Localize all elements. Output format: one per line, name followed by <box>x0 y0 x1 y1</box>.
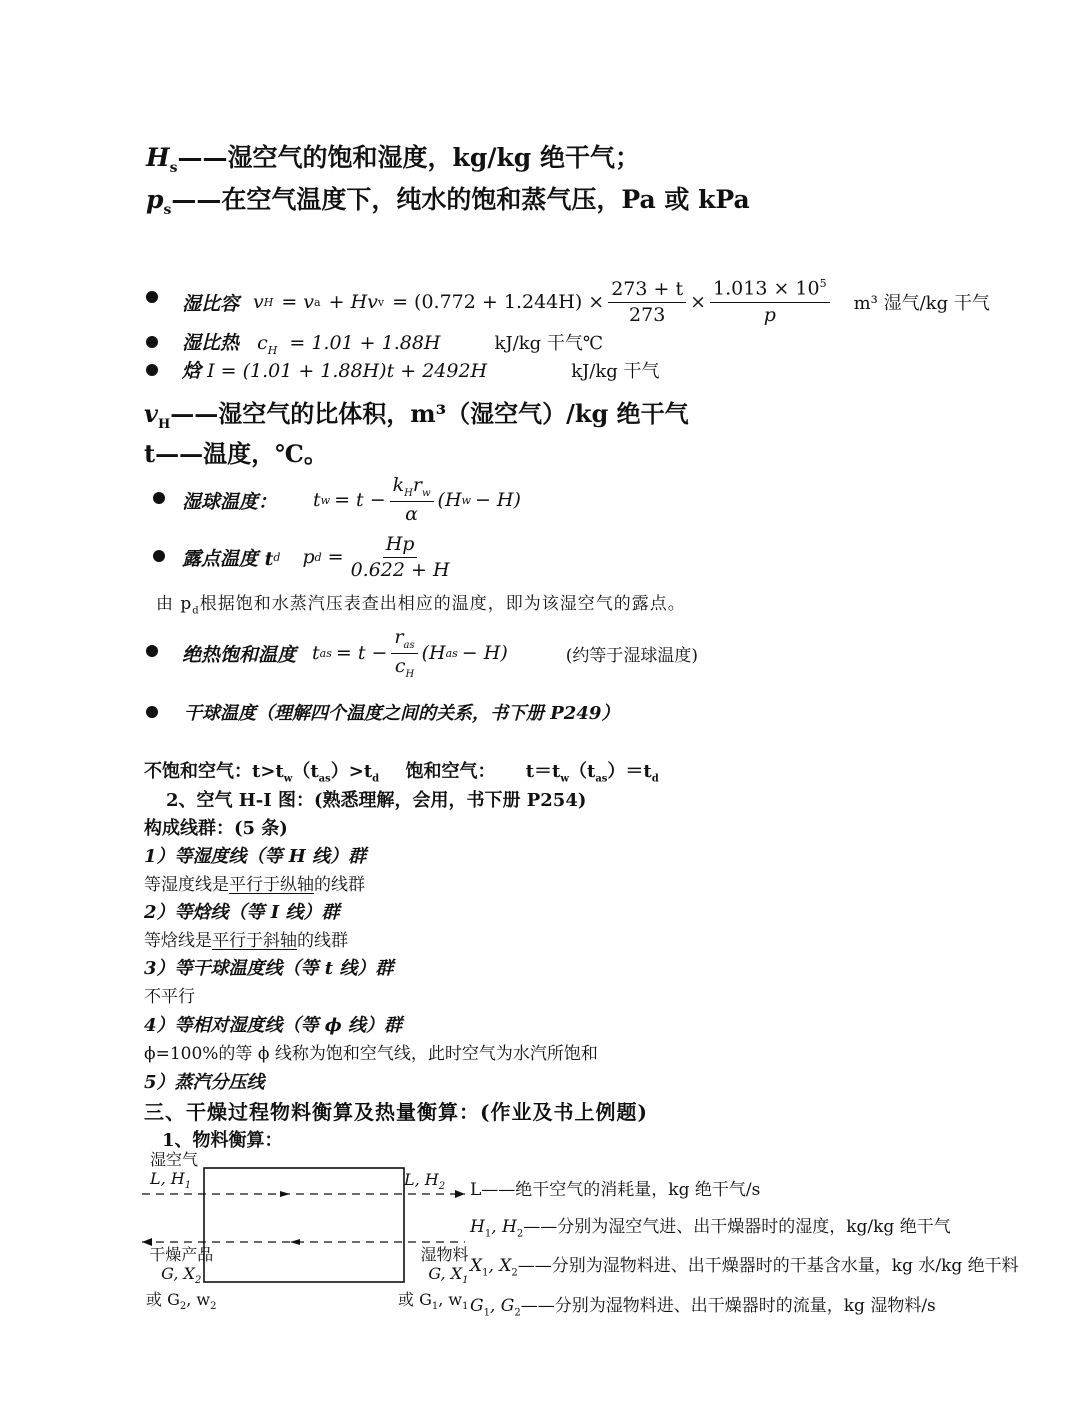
diag-inlet-air: L, H <box>150 1169 185 1188</box>
dp-lhs-sub: d <box>314 550 322 564</box>
dew-label-sub: d <box>273 550 281 564</box>
wb-num-r-sub: w <box>421 487 431 499</box>
t-definition: t——温度，℃。 <box>144 439 328 468</box>
dp-eq: = <box>327 546 344 568</box>
ad-frac-num <box>391 627 417 654</box>
wb-fraction <box>390 475 434 525</box>
hh-unit: kJ/kg 干气℃ <box>494 333 604 354</box>
dew-note-a: 由 p <box>156 594 193 614</box>
rel-sat-as: as <box>595 773 608 785</box>
ps-subscript: s <box>163 202 172 218</box>
diag-material-gw-mid: , w <box>438 1290 463 1310</box>
diagram-top-right <box>404 1170 445 1192</box>
hv-lhs-sub: H <box>263 295 274 309</box>
rel-unsat-as: as <box>318 773 331 785</box>
rel-unsat-end: ）>t <box>330 761 373 782</box>
legend-x-mid: , X <box>488 1256 512 1276</box>
hs-definition <box>146 138 640 176</box>
enthalpy-label: 焓 <box>182 360 202 382</box>
diag-material-gw-sub2: 1 <box>462 1301 469 1313</box>
ps-definition <box>146 180 750 218</box>
group-2-body <box>144 926 348 951</box>
vh-sym: v <box>144 399 158 428</box>
hv-eq1: = v <box>281 291 315 313</box>
hh-rhs: = 1.01 + 1.88H <box>289 332 441 354</box>
hv-frac2-num <box>710 278 830 302</box>
hh-sub: H <box>267 343 278 357</box>
dew-point-label: 露点温度 t <box>182 547 274 570</box>
line-groups-heading: 构成线群：(5 条) <box>144 818 288 839</box>
legend-g-sub2: 2 <box>514 1307 521 1319</box>
group-1-body <box>144 870 365 895</box>
group-1-title: 1）等湿度线（等 H 线）群 <box>144 846 367 867</box>
hv-eq1-sub: a <box>314 295 321 309</box>
legend-x-text: ——分别为湿物料进、出干燥器时的干基含水量，kg 水/kg 绝干料 <box>517 1256 1019 1276</box>
hh-sym: c <box>257 332 268 354</box>
hv-frac1-num: 273 + t <box>608 279 686 303</box>
ad-tail: (H <box>421 642 446 664</box>
group-2-title: 2）等焓线（等 I 线）群 <box>144 902 340 923</box>
legend-x-sym: X <box>470 1256 483 1276</box>
group-3-body: 不平行 <box>144 987 195 1007</box>
hi-chart-heading: 2、空气 H-I 图：(熟悉理解，会用，书下册 P254) <box>166 790 587 811</box>
dew-point-formula <box>182 528 457 586</box>
rel-sat: 饱和空气： <box>405 761 496 782</box>
bullet-adiabatic <box>146 645 158 657</box>
diag-product-gw-mid: , w <box>186 1290 211 1310</box>
group-5-title: 5）蒸汽分压线 <box>144 1072 265 1093</box>
rel-sat-formula: t＝t <box>525 761 561 782</box>
temperature-relations <box>144 757 659 785</box>
vh-definition <box>144 394 689 432</box>
diagram-bottom-right <box>398 1245 469 1316</box>
dp-frac-den: 0.622 + H <box>350 558 450 581</box>
rel-sat-end: ）＝t <box>607 761 652 782</box>
ad-eq: = t − <box>335 642 388 664</box>
hs-symbol: H <box>146 143 170 172</box>
diag-material-gx: G, X <box>428 1264 463 1283</box>
diag-product-gx-sub: 2 <box>194 1275 202 1287</box>
ad-note: (约等于湿球温度) <box>565 645 699 666</box>
legend-g-text: ——分别为湿物料进、出干燥器时的流量，kg 湿物料/s <box>520 1296 936 1316</box>
hv-eq2: + Hv <box>328 291 378 313</box>
wet-bulb-formula <box>182 472 521 528</box>
legend-g-mid: , G <box>489 1296 515 1316</box>
rel-sat-mid: （t <box>568 761 596 782</box>
hv-unit: m³ 湿气/kg 干气 <box>853 293 990 314</box>
group-4-title: 4）等相对湿度线（等 ϕ 线）群 <box>144 1015 403 1036</box>
hv-frac2-den: p <box>763 303 776 326</box>
diag-product-gw-sub1: 2 <box>179 1301 187 1313</box>
enthalpy-eq: I = (1.01 + 1.88H)t + 2492H <box>207 360 488 382</box>
hs-subscript: s <box>169 160 178 176</box>
dryer-box <box>204 1168 404 1282</box>
bullet-enthalpy <box>146 364 158 376</box>
ad-frac-den <box>392 654 417 680</box>
air-flow-arrow-mid <box>280 1191 290 1197</box>
section-3-heading: 三、干燥过程物料衡算及热量衡算：(作业及书上例题) <box>144 1100 648 1124</box>
wb-frac-den: α <box>405 502 419 525</box>
hv-times: × <box>690 291 707 313</box>
diag-material-gw-sub1: 1 <box>431 1301 439 1313</box>
legend-h-sub1: 1 <box>484 1228 492 1240</box>
legend-g-sub1: 1 <box>483 1307 490 1319</box>
g1-pre: 等湿度线是 <box>144 875 229 895</box>
ad-tail2: − H) <box>461 642 508 664</box>
ad-den-sub: H <box>405 668 415 680</box>
bullet-humid-heat <box>146 336 158 348</box>
material-flow-arrow-mid <box>290 1239 300 1245</box>
hv-fraction-1 <box>608 279 686 326</box>
wb-tail: (H <box>437 489 462 511</box>
legend-g-sym: G <box>470 1296 484 1316</box>
ad-lhs-sub: as <box>319 646 332 660</box>
dp-frac-num: Hp <box>383 534 418 558</box>
dry-bulb-label: 干球温度（理解四个温度之间的关系，书下册 P249） <box>184 703 620 724</box>
hv-fraction-2 <box>710 278 830 325</box>
diag-product-gw-sub2: 2 <box>210 1301 217 1313</box>
hs-text: ——湿空气的饱和湿度，kg/kg 绝干气； <box>177 143 640 172</box>
diag-outlet-air: L, H <box>404 1170 439 1189</box>
group-3-title: 3）等干球温度线（等 t 线）群 <box>144 958 394 979</box>
wb-lhs: t <box>313 489 321 511</box>
legend-h <box>470 1212 951 1239</box>
legend-h-text: ——分别为湿空气进、出干燥器时的湿度，kg/kg 绝干气 <box>523 1217 951 1237</box>
humid-heat-label: 湿比热 <box>182 332 240 354</box>
g1-underline: 平行于纵轴 <box>229 875 314 895</box>
wb-tail2: − H) <box>474 489 521 511</box>
ad-num-r: r <box>394 625 404 648</box>
ps-symbol: p <box>146 185 164 214</box>
wet-bulb-label: 湿球温度： <box>182 490 278 513</box>
g2-post: 的线群 <box>297 931 348 951</box>
vh-text: ——湿空气的比体积，m³（湿空气）/kg 绝干气 <box>170 399 689 428</box>
bullet-wet-bulb <box>153 492 165 504</box>
diag-wet-material: 湿物料 <box>420 1245 469 1264</box>
legend-l: L——绝干空气的消耗量，kg 绝干气/s <box>470 1180 761 1200</box>
legend-h-sym: H <box>470 1217 485 1237</box>
hv-frac2-sup: 5 <box>819 277 827 291</box>
dp-fraction <box>348 534 453 581</box>
ad-den-c: c <box>394 654 406 677</box>
vh-sub: H <box>157 416 171 432</box>
diag-outlet-air-sub: 2 <box>438 1181 446 1193</box>
adiabatic-label: 绝热饱和温度 <box>182 643 297 666</box>
dp-lhs: p <box>302 546 315 568</box>
wb-num-k-sub: H <box>404 487 413 499</box>
bullet-dry-bulb <box>146 706 158 718</box>
g2-pre: 等焓线是 <box>144 931 212 951</box>
legend-h-sub2: 2 <box>516 1228 524 1240</box>
diag-humid-air: 湿空气 <box>150 1150 199 1169</box>
humid-volume-formula <box>182 276 990 328</box>
legend-x-sub2: 2 <box>511 1267 518 1279</box>
legend-g <box>470 1291 936 1318</box>
ad-num-sub: as <box>403 639 415 651</box>
rel-unsat-mid: （t <box>292 761 319 782</box>
group-4-body: ϕ=100%的等 ϕ 线称为饱和空气线，此时空气为水汽所饱和 <box>144 1044 598 1064</box>
ad-tail-sub: as <box>445 646 458 660</box>
rel-sat-d: d <box>651 773 659 785</box>
hv-eq2-sub: v <box>377 295 385 309</box>
ps-text: ——在空气温度下，纯水的饱和蒸气压，Pa 或 kPa <box>171 185 750 214</box>
g1-post: 的线群 <box>314 875 365 895</box>
hv-lhs: v <box>253 291 264 313</box>
hv-frac1-den: 273 <box>629 303 666 326</box>
bullet-dew-point <box>153 550 165 562</box>
legend-x <box>470 1251 1019 1278</box>
ad-lhs: t <box>312 642 320 664</box>
rel-sat-w: w <box>560 773 569 785</box>
wb-frac-num <box>390 475 434 502</box>
hv-frac2-num-text: 1.013 × 10 <box>713 277 820 300</box>
hv-expr: = (0.772 + 1.244H) × <box>392 291 605 313</box>
diag-dry-product: 干燥产品 <box>149 1245 214 1264</box>
legend-x-sub1: 1 <box>482 1267 489 1279</box>
diagram-top-left <box>150 1150 198 1195</box>
wb-lhs-sub: w <box>320 493 331 507</box>
diag-product-gx: G, X <box>161 1264 195 1283</box>
bullet-humid-volume <box>146 291 158 303</box>
enthalpy-formula <box>182 356 660 383</box>
diag-material-gw: 或 G <box>398 1290 432 1310</box>
enthalpy-unit: kJ/kg 干气 <box>571 361 660 382</box>
diagram-bottom-left <box>146 1245 217 1316</box>
wb-tail-sub: w <box>461 493 471 507</box>
humid-volume-label: 湿比容 <box>182 292 240 315</box>
dew-note-b: 根据饱和水蒸汽压表查出相应的温度，即为该湿空气的露点。 <box>199 594 686 614</box>
legend-h-mid: , H <box>491 1217 517 1237</box>
humid-heat-formula <box>182 328 603 357</box>
wb-num-r: r <box>412 474 422 497</box>
rel-unsat-d: d <box>372 773 380 785</box>
diag-inlet-air-sub: 1 <box>184 1180 192 1192</box>
air-flow-arrow-out <box>455 1190 465 1198</box>
dew-note-sub: d <box>192 605 200 617</box>
dew-point-note <box>156 589 686 616</box>
wb-eq: = t − <box>334 489 386 511</box>
wb-num-k: k <box>392 474 405 497</box>
ad-fraction <box>391 627 417 680</box>
diag-material-gx-sub: 1 <box>462 1275 469 1287</box>
rel-unsat: 不饱和空气：t>t <box>144 761 284 782</box>
rel-unsat-w: w <box>283 773 293 785</box>
section-3-subheading: 1、物料衡算： <box>162 1130 283 1151</box>
adiabatic-formula <box>182 624 698 682</box>
diag-product-gw: 或 G <box>146 1290 180 1310</box>
g2-underline: 平行于斜轴 <box>212 931 297 951</box>
